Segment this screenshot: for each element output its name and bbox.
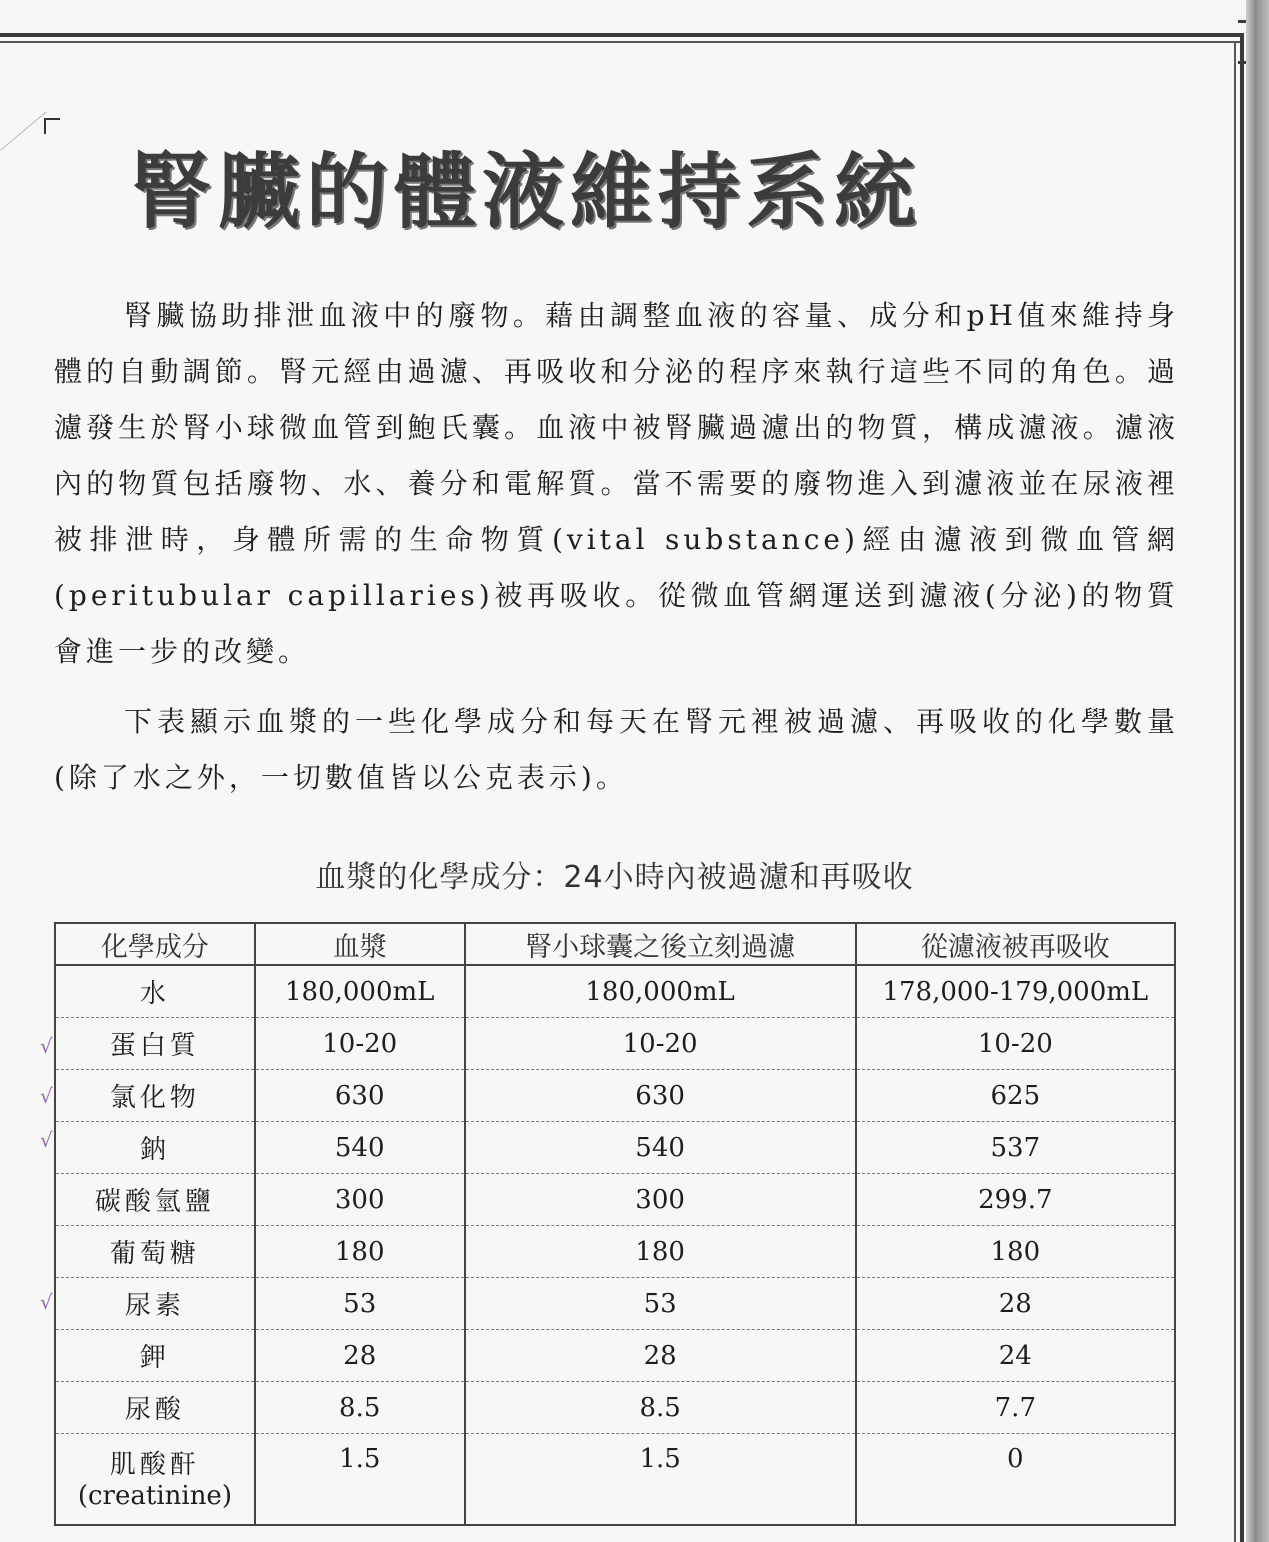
page-frame-top-inner bbox=[0, 41, 1240, 43]
table-header-row bbox=[55, 923, 1175, 965]
plasma-composition-table bbox=[54, 922, 1176, 1526]
cell-plasma: 180,000mL bbox=[255, 965, 465, 1018]
paragraph-intro: 腎臟協助排泄血液中的廢物。藉由調整血液的容量、成分和pH值來維持身體的自動調節。腎元經由過濾、再吸收和分泌的程序來執行這些不同的角色。過濾發生於腎小球微血管到鮑氏囊。血液中被腎臟過濾出的物質，構成濾液。濾液內的物質包括廢物、水、養分和電解質。當不需要的廢物進入到濾液並在尿液裡被排泄時，身體所需的生命物質(vital substance)經由濾液到微血管網(peritubular capillaries)被再吸收。從微血管網運送到濾液(分泌)的物質會進一步的改變。 bbox=[54, 299, 1179, 668]
cell-chemical: 尿酸 bbox=[55, 1382, 255, 1434]
cell-plasma: 180 bbox=[255, 1226, 465, 1278]
cell-filtered: 300 bbox=[465, 1174, 856, 1226]
cell-plasma: 28 bbox=[255, 1330, 465, 1382]
cell-filtered: 53 bbox=[465, 1278, 856, 1330]
cell-filtered: 8.5 bbox=[465, 1382, 856, 1434]
page-frame-right bbox=[1240, 33, 1244, 1542]
page-frame-top bbox=[0, 33, 1240, 37]
cell-filtered: 180 bbox=[465, 1226, 856, 1278]
cell-reabsorbed: 24 bbox=[856, 1330, 1175, 1382]
cell-chemical: 鈉 bbox=[55, 1122, 255, 1174]
scan-artifact-line bbox=[0, 111, 47, 150]
handwritten-check-mark: √ bbox=[40, 1128, 53, 1152]
cell-chemical: 氯化物 bbox=[55, 1070, 255, 1122]
cell-chemical-english: (creatinine) bbox=[77, 1481, 232, 1511]
cell-reabsorbed: 180 bbox=[856, 1226, 1175, 1278]
cell-plasma: 1.5 bbox=[255, 1434, 465, 1526]
cell-chemical: 尿素 bbox=[55, 1278, 255, 1330]
page-frame-right-inner bbox=[1234, 41, 1236, 1542]
cell-chemical: 葡萄糖 bbox=[55, 1226, 255, 1278]
paragraph-table-intro: 下表顯示血漿的一些化學成分和每天在腎元裡被過濾、再吸收的化學數量(除了水之外，一切數值皆以公克表示)。 bbox=[54, 705, 1179, 794]
cell-filtered: 28 bbox=[465, 1330, 856, 1382]
cell-reabsorbed: 7.7 bbox=[856, 1382, 1175, 1434]
cell-chemical: 碳酸氫鹽 bbox=[55, 1174, 255, 1226]
table-caption-text: 血漿的化學成分：24小時內被過濾和再吸收 bbox=[315, 860, 914, 895]
handwritten-check-mark: √ bbox=[40, 1290, 53, 1314]
header-filtered: 腎小球囊之後立刻過濾 bbox=[465, 923, 856, 965]
cell-reabsorbed: 10-20 bbox=[856, 1018, 1175, 1070]
cell-reabsorbed: 28 bbox=[856, 1278, 1175, 1330]
table-row bbox=[55, 1122, 1175, 1174]
cell-chemical: 水 bbox=[55, 965, 255, 1018]
table-row bbox=[55, 965, 1175, 1018]
table-row bbox=[55, 1278, 1175, 1330]
cell-filtered: 540 bbox=[465, 1122, 856, 1174]
cell-chemical-name: 肌酸酐 bbox=[109, 1450, 200, 1480]
table-row bbox=[55, 1070, 1175, 1122]
table-row bbox=[55, 1330, 1175, 1382]
cell-reabsorbed: 537 bbox=[856, 1122, 1175, 1174]
cell-chemical bbox=[55, 1434, 255, 1526]
cell-chemical: 鉀 bbox=[55, 1330, 255, 1382]
cell-plasma: 300 bbox=[255, 1174, 465, 1226]
cell-reabsorbed: 0 bbox=[856, 1434, 1175, 1526]
table-row bbox=[55, 1434, 1175, 1526]
corner-crop-mark bbox=[44, 118, 60, 134]
cell-reabsorbed: 299.7 bbox=[856, 1174, 1175, 1226]
table-row bbox=[55, 1018, 1175, 1070]
table-row bbox=[55, 1226, 1175, 1278]
cell-plasma: 630 bbox=[255, 1070, 465, 1122]
header-plasma: 血漿 bbox=[255, 923, 465, 965]
cell-plasma: 53 bbox=[255, 1278, 465, 1330]
header-reabsorbed: 從濾液被再吸收 bbox=[856, 923, 1175, 965]
table-row bbox=[55, 1382, 1175, 1434]
handwritten-check-mark: √ bbox=[40, 1034, 53, 1058]
cell-chemical: 蛋白質 bbox=[55, 1018, 255, 1070]
cell-filtered: 10-20 bbox=[465, 1018, 856, 1070]
cell-plasma: 540 bbox=[255, 1122, 465, 1174]
table-row bbox=[55, 1174, 1175, 1226]
cell-plasma: 8.5 bbox=[255, 1382, 465, 1434]
cell-filtered: 180,000mL bbox=[465, 965, 856, 1018]
scan-edge-shadow bbox=[1246, 0, 1269, 1542]
header-chemical: 化學成分 bbox=[55, 923, 255, 965]
table-caption bbox=[0, 852, 1269, 896]
handwritten-check-mark: √ bbox=[40, 1084, 53, 1108]
cell-filtered: 630 bbox=[465, 1070, 856, 1122]
page-title: 腎臟的體液維持系統 bbox=[130, 145, 923, 240]
cell-plasma: 10-20 bbox=[255, 1018, 465, 1070]
cell-reabsorbed: 625 bbox=[856, 1070, 1175, 1122]
cell-filtered: 1.5 bbox=[465, 1434, 856, 1526]
cell-reabsorbed: 178,000-179,000mL bbox=[856, 965, 1175, 1018]
